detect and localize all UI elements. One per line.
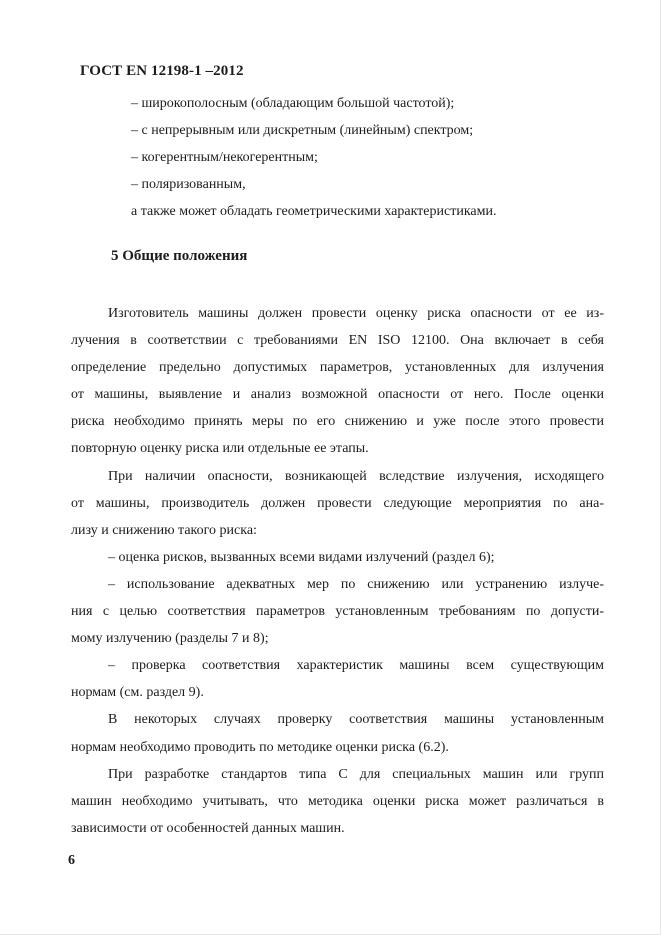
paragraph — [71, 300, 604, 463]
paragraph-line: – проверка соответствия характеристик машины всем существующим — [108, 658, 604, 674]
page-number: 6 — [68, 853, 75, 868]
section-heading: 5 Общие положения — [111, 248, 248, 264]
paragraph-line: При наличии опасности, возникающей вследствие излучения, исходящего — [108, 468, 604, 484]
paragraph — [71, 463, 604, 544]
list-item: – когерентным/некогерентным; — [131, 150, 318, 165]
body-text — [71, 300, 604, 842]
paragraph-line: риска необходимо принять меры по его снижению и уже после этого провести — [71, 414, 604, 430]
list-item: а также может обладать геометрическими характеристиками. — [131, 204, 497, 219]
paragraph-line: от машины, производитель должен провести следующие мероприятия по ана- — [71, 495, 604, 511]
paragraph-line: мому излучению (разделы 7 и 8); — [71, 631, 269, 647]
paragraph-line: лучения в соответствии с требованиями EN ISO 12100. Она включает в себя — [71, 333, 604, 349]
list-item: – с непрерывным или дискретным (линейным) спектром; — [131, 123, 474, 138]
paragraph-line: ния с целью соответствия параметров установленным требованиям по допусти- — [71, 604, 604, 620]
property-list — [131, 94, 497, 229]
paragraph — [71, 761, 604, 842]
paragraph — [71, 544, 604, 571]
paragraph — [71, 706, 604, 760]
list-item: – поляризованным, — [131, 177, 246, 192]
paragraph-line: определение предельно допустимых параметров, установленных для излучения — [71, 360, 604, 376]
paragraph-line: лизу и снижению такого риска: — [71, 522, 257, 538]
paragraph-line: зависимости от особенностей данных машин. — [71, 820, 345, 836]
paragraph — [71, 571, 604, 652]
paragraph-line: В некоторых случаях проверку соответствия машины установленным — [108, 712, 604, 728]
paragraph-line: При разработке стандартов типа С для специальных машин или групп — [108, 766, 604, 782]
paragraph-line: Изготовитель машины должен провести оценку риска опасности от ее из- — [108, 306, 604, 321]
document-header: ГОСТ EN 12198-1 –2012 — [80, 63, 244, 79]
paragraph — [71, 652, 604, 706]
paragraph-line: – использование адекватных мер по снижению или устранению излуче- — [108, 576, 604, 592]
paragraph-line: повторную оценку риска или отдельные ее этапы. — [71, 441, 369, 457]
paragraph-line: машин необходимо учитывать, что методика оценки риска может различаться в — [71, 793, 604, 809]
list-item: – широкополосным (обладающим большой частотой); — [131, 96, 455, 111]
paragraph-line: – оценка рисков, вызванных всеми видами излучений (раздел 6); — [108, 549, 495, 565]
paragraph-line: нормам необходимо проводить по методике оценки риска (6.2). — [71, 739, 449, 755]
paragraph-line: нормам (см. раздел 9). — [71, 685, 204, 701]
paragraph-line: от машины, выявление и анализ возможной опасности от него. После оценки — [71, 387, 604, 403]
